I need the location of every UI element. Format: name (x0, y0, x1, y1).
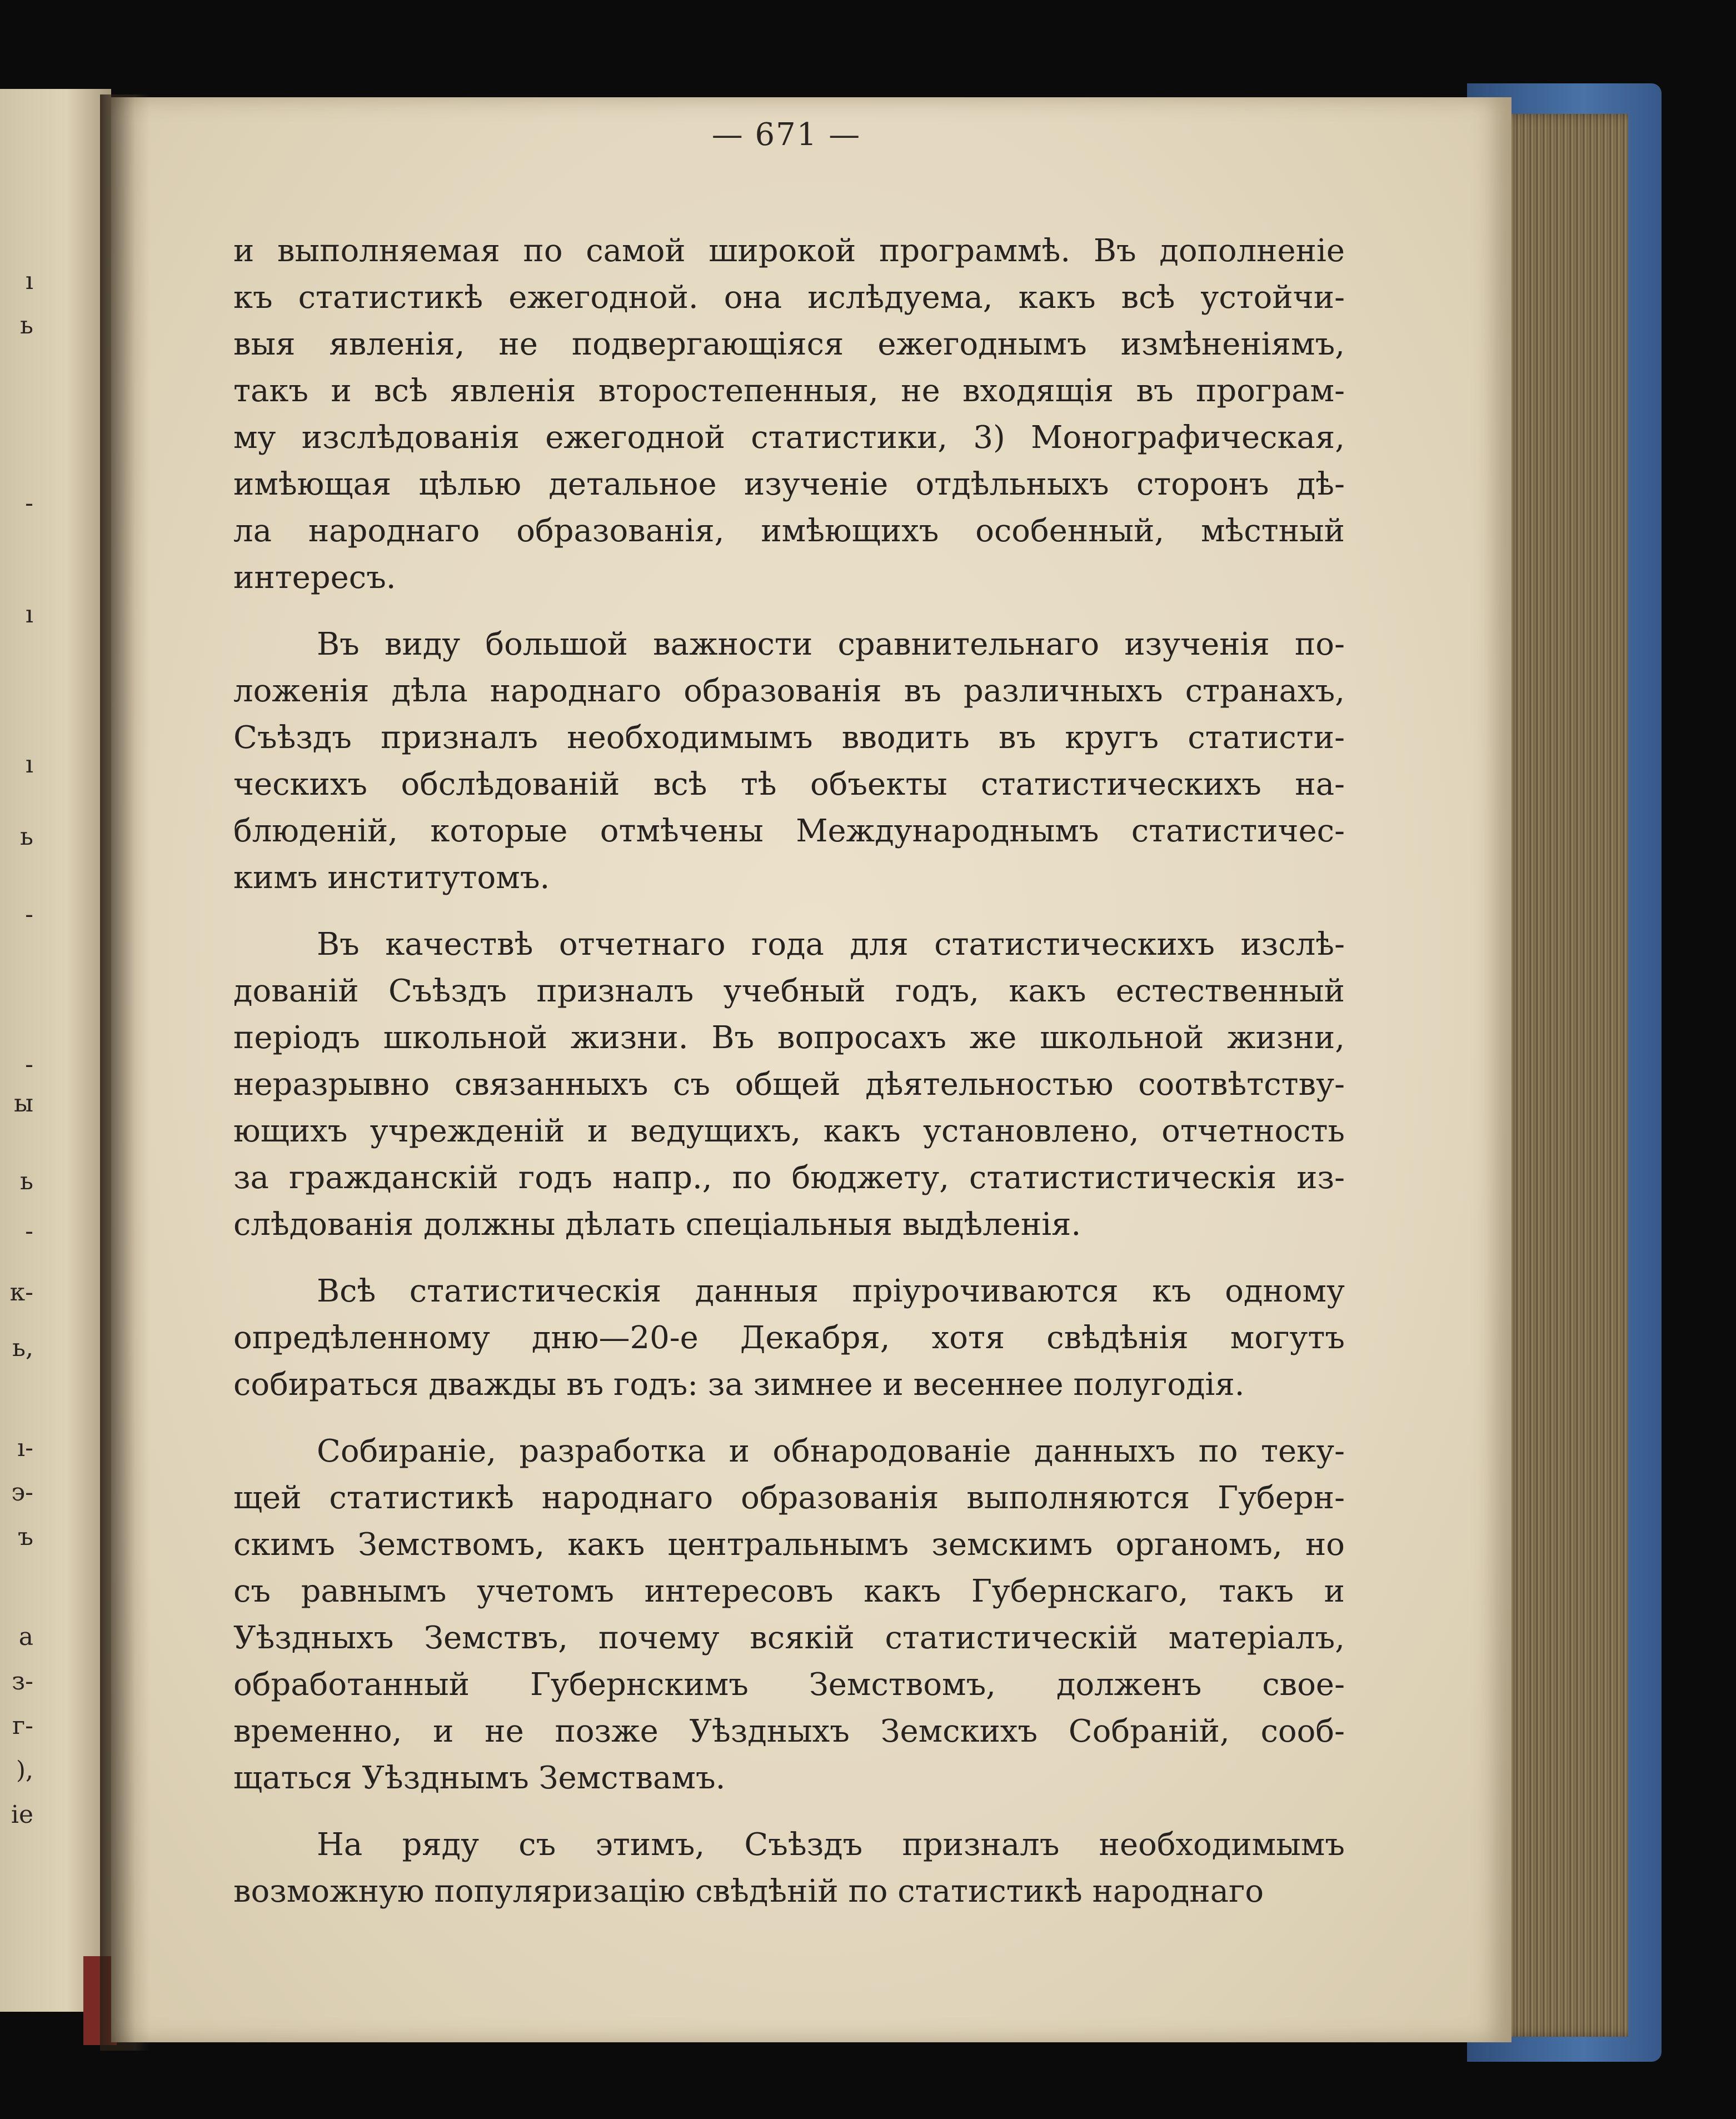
left-page-fragment: ь (20, 311, 33, 340)
text-line: му изслѣдованія ежегодной статистики, 3) Монографическая, (233, 420, 1345, 456)
left-page-fragment: ie (11, 1801, 33, 1829)
text-line: дованій Съѣздъ призналъ учебный годъ, какъ естественный (233, 973, 1345, 1009)
text-line: періодъ школьной жизни. Въ вопросахъ же школьной жизни, (233, 1020, 1345, 1056)
text-line: ческихъ обслѣдованій всѣ тѣ объекты статистическихъ на- (233, 766, 1345, 802)
text-line: Съѣздъ призналъ необходимымъ вводить въ кругъ статисти- (233, 720, 1345, 756)
text-line: выя явленія, не подвергающіяся ежегоднымъ измѣненіямъ, (233, 326, 1345, 362)
text-line: собираться дважды въ годъ: за зимнее и весеннее полугодія. (233, 1367, 1245, 1403)
left-page-fragment: ь (20, 1167, 33, 1195)
left-page-fragment: ı (25, 600, 33, 629)
text-line: Въ виду большой важности сравнительнаго изученія по- (317, 626, 1345, 662)
left-page-fragment: э- (11, 1478, 33, 1507)
paragraph (233, 1822, 1345, 1915)
left-page-fragment: к- (9, 1278, 33, 1307)
paragraph (233, 1428, 1345, 1802)
left-page-fragment: ь, (12, 1334, 33, 1362)
text-line: за гражданскій годъ напр., по бюджету, статистистическія из- (233, 1160, 1345, 1196)
left-page-fragment: - (25, 1050, 33, 1079)
left-page-fragment: ı- (17, 1434, 33, 1462)
text-line: обработанный Губернскимъ Земствомъ, долженъ свое- (233, 1667, 1345, 1703)
text-line: имѣющая цѣлью детальное изученіе отдѣльныхъ сторонъ дѣ- (233, 466, 1345, 502)
left-page-fragment: - (25, 1217, 33, 1245)
text-line: слѣдованія должны дѣлать спеціальныя выдѣленія. (233, 1206, 1081, 1243)
left-page-fragment: а (18, 1623, 33, 1651)
text-line: неразрывно связанныхъ съ общей дѣятельностью соотвѣтству- (233, 1066, 1345, 1103)
text-line: ла народнаго образованія, имѣющихъ особенный, мѣстный (233, 513, 1345, 549)
left-page-fragment: ı (25, 750, 33, 779)
text-line: временно, и не позже Уѣздныхъ Земскихъ Собраній, сооб- (233, 1713, 1345, 1749)
text-line: блюденій, которые отмѣчены Международнымъ статистичес- (233, 813, 1345, 849)
page-number: — 671 — (711, 117, 861, 153)
paragraph (233, 228, 1345, 601)
text-line: возможную популяризацію свѣдѣній по статистикѣ народнаго (233, 1873, 1264, 1909)
text-line: къ статистикѣ ежегодной. она ислѣдуема, какъ всѣ устойчи- (233, 280, 1345, 316)
left-page-fragment: ъ (18, 1523, 33, 1551)
left-page-fragment: ı (25, 267, 33, 295)
text-line: Въ качествѣ отчетнаго года для статистическихъ изслѣ- (317, 926, 1345, 963)
book-gutter (100, 94, 150, 2051)
left-page-fragment: ), (16, 1756, 33, 1784)
text-line: На ряду съ этимъ, Съѣздъ призналъ необходимымъ (317, 1827, 1345, 1863)
text-line: кимъ институтомъ. (233, 860, 550, 896)
left-page-fragment: ы (13, 1089, 33, 1118)
text-line: такъ и всѣ явленія второстепенныя, не входящія въ програм- (233, 373, 1345, 409)
text-line: ложенія дѣла народнаго образованія въ различныхъ странахъ, (233, 673, 1345, 709)
text-line: и выполняемая по самой широкой программѣ. Въ дополненіе (233, 233, 1345, 269)
page-edges (1500, 114, 1628, 2037)
left-page-fragment: з- (12, 1667, 33, 1696)
left-page-fragment: - (25, 900, 33, 929)
page-text (233, 228, 1345, 1935)
text-line: Уѣздныхъ Земствъ, почему всякій статистическій матеріалъ, (233, 1620, 1345, 1656)
text-line: интересъ. (233, 560, 396, 596)
text-line: Собираніе, разработка и обнародованіе данныхъ по теку- (317, 1433, 1345, 1469)
left-page-fragment: - (25, 489, 33, 517)
text-line: ющихъ учрежденій и ведущихъ, какъ установлено, отчетность (233, 1113, 1345, 1149)
left-page-fragment: г- (12, 1712, 33, 1740)
text-line: щей статистикѣ народнаго образованія выполняются Губерн- (233, 1480, 1345, 1516)
left-page-fragment: ь (20, 822, 33, 851)
text-line: опредѣленному дню—20-е Декабря, хотя свѣдѣнія могутъ (233, 1320, 1345, 1356)
paragraph (233, 921, 1345, 1248)
paragraph (233, 1268, 1345, 1408)
text-line: щаться Уѣзднымъ Земствамъ. (233, 1760, 726, 1796)
text-line: съ равнымъ учетомъ интересовъ какъ Губернскаго, такъ и (233, 1573, 1345, 1609)
text-line: Всѣ статистическія данныя пріурочиваются къ одному (317, 1273, 1345, 1309)
text-line: скимъ Земствомъ, какъ центральнымъ земскимъ органомъ, но (233, 1527, 1345, 1563)
paragraph (233, 621, 1345, 901)
